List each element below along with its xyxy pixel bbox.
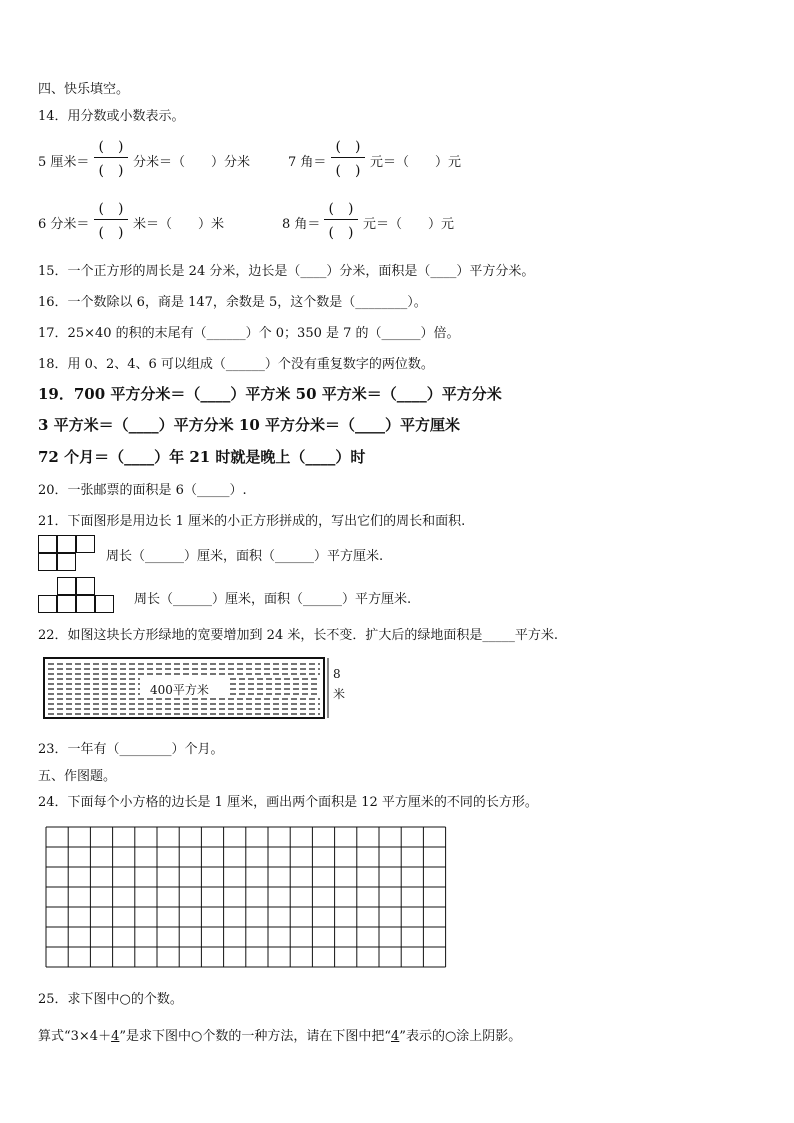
q14-r2a-pre: 6 分米＝ (38, 217, 90, 232)
section4-title: 四、快乐填空。 (38, 82, 130, 97)
q15-text: 15．一个正方形的周长是 24 分米，边长是（____）分米，面积是（____）平方分米。 (38, 264, 535, 279)
fraction-bar (94, 157, 128, 158)
q14-r1b-post: 元＝（ ）元 (370, 155, 462, 170)
formula-part: ”表示的○涂上阴影。 (399, 1029, 522, 1044)
q16-text: 16．一个数除以 6，商是 147，余数是 5，这个数是（________）。 (38, 295, 427, 310)
q14-r1a-post: 分米＝（ ）分米 (133, 155, 251, 170)
numerator-blank[interactable]: ( ) (98, 139, 124, 155)
q14-text: 14．用分数或小数表示。 (38, 109, 185, 124)
numerator-blank[interactable]: ( ) (335, 139, 361, 155)
denominator-blank[interactable]: ( ) (335, 163, 361, 179)
numerator-blank[interactable]: ( ) (328, 201, 354, 217)
unit-square (38, 595, 57, 613)
denominator-blank[interactable]: ( ) (98, 163, 124, 179)
unit-square (38, 535, 57, 553)
q21-fig2-text: 周长（______）厘米，面积（______）平方厘米. (134, 592, 412, 607)
fraction-bar (94, 219, 128, 220)
q25-text: 25．求下图中○的个数。 (38, 992, 183, 1007)
denominator-blank[interactable]: ( ) (98, 225, 124, 241)
fraction-blank (92, 136, 130, 180)
unit-square (76, 595, 95, 613)
unit-square (57, 577, 76, 595)
section5-title: 五、作图题。 (38, 769, 117, 784)
q19-line2: 3 平方米＝（____）平方分米 10 平方分米＝（____）平方厘米 (38, 416, 460, 434)
q14-r1b-pre: 7 角＝ (288, 155, 327, 170)
formula-part: 算式“3×4＋ (38, 1029, 112, 1044)
numerator-blank[interactable]: ( ) (98, 201, 124, 217)
formula-number: 4 (391, 1029, 400, 1044)
q19-line3: 72 个月＝（____）年 21 时就是晚上（____）时 (38, 448, 366, 466)
unit-square (57, 595, 76, 613)
q14-r2a-post: 米＝（ ）米 (133, 217, 225, 232)
unit-square (57, 553, 76, 571)
q21-text: 21．下面图形是用边长 1 厘米的小正方形拼成的，写出它们的周长和面积. (38, 514, 466, 529)
lawn-width-number: 8 (333, 667, 341, 681)
q14-r2b-pre: 8 角＝ (282, 217, 321, 232)
unit-square (76, 535, 95, 553)
lawn-area-label: 400平方米 (150, 683, 209, 697)
q24-text: 24．下面每个小方格的边长是 1 厘米，画出两个面积是 12 平方厘米的不同的长方形。 (38, 795, 538, 810)
q22-text: 22．如图这块长方形绿地的宽要增加到 24 米，长不变．扩大后的绿地面积是_____平方米. (38, 628, 558, 643)
q14-r2b-post: 元＝（ ）元 (363, 217, 455, 232)
denominator-blank[interactable]: ( ) (328, 225, 354, 241)
unit-square (76, 577, 95, 595)
q17-text: 17．25×40 的积的末尾有（______）个 0；350 是 7 的（______）倍。 (38, 326, 460, 341)
unit-square (38, 553, 57, 571)
q25-formula (38, 1025, 521, 1044)
unit-square (95, 595, 114, 613)
fraction-blank (329, 136, 367, 180)
q23-text: 23．一年有（________）个月。 (38, 742, 224, 757)
fraction-bar (324, 219, 358, 220)
fraction-blank (322, 198, 360, 242)
q18-text: 18．用 0、2、4、6 可以组成（______）个没有重复数字的两位数。 (38, 357, 434, 372)
fraction-bar (331, 157, 365, 158)
q14-r1a-pre: 5 厘米＝ (38, 155, 90, 170)
drawing-grid[interactable] (45, 826, 447, 971)
fraction-blank (92, 198, 130, 242)
q19-line1: 19．700 平方分米＝（____）平方米 50 平方米＝（____）平方分米 (38, 385, 502, 403)
unit-square (57, 535, 76, 553)
q20-text: 20．一张邮票的面积是 6（_____）. (38, 483, 247, 498)
q21-fig1-text: 周长（______）厘米，面积（______）平方厘米. (106, 549, 384, 564)
lawn-width-unit: 米 (333, 687, 346, 701)
formula-part: ”是求下图中○个数的一种方法，请在下图中把“ (119, 1029, 392, 1044)
formula-number: 4 (111, 1029, 120, 1044)
